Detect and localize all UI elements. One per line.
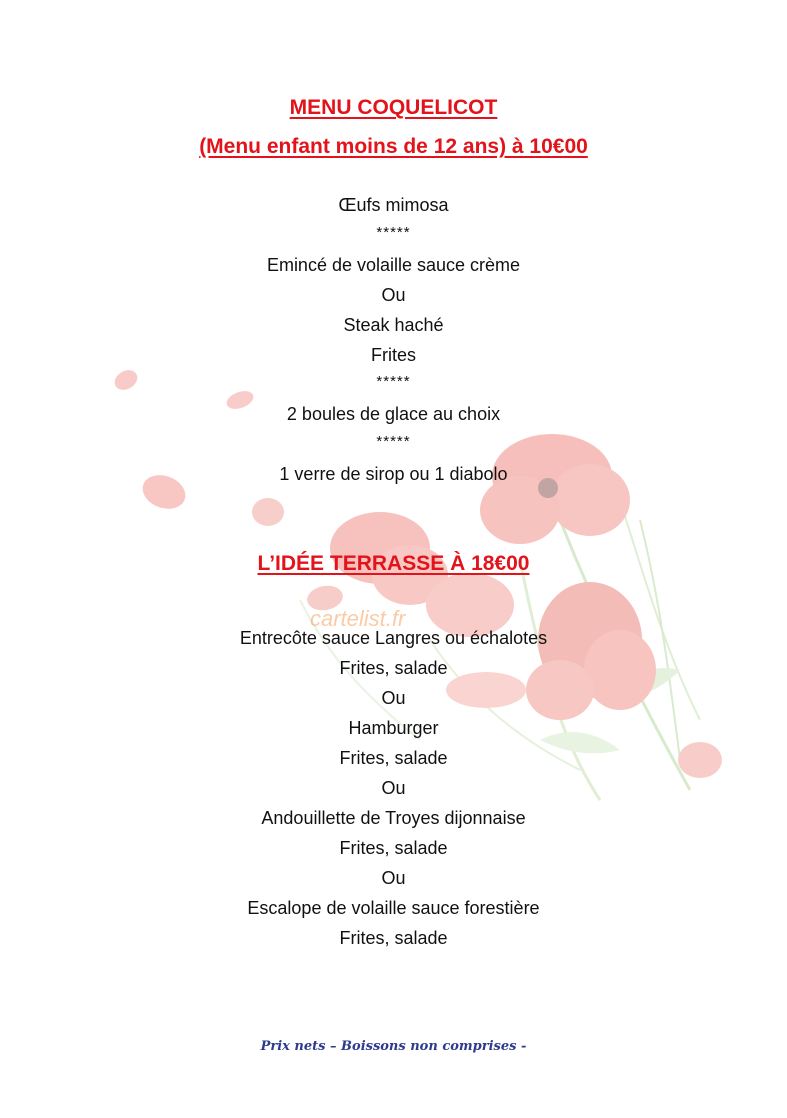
menu2-line: Hamburger xyxy=(348,718,439,738)
menu2-line: Frites, salade xyxy=(339,928,448,948)
menu1-line: Frites xyxy=(371,345,416,365)
menu1-line: Steak haché xyxy=(343,315,444,335)
menu2-line: Andouillette de Troyes dijonnaise xyxy=(261,808,526,828)
menu2-line: Frites, salade xyxy=(339,748,448,768)
menu2-title: L’IDÉE TERRASSE À 18€00 xyxy=(257,552,530,575)
menu2-line: Frites, salade xyxy=(339,838,448,858)
menu1-separator: ***** xyxy=(376,224,411,241)
menu1-line: 2 boules de glace au choix xyxy=(286,404,501,424)
menu2-line: Escalope de volaille sauce forestière xyxy=(247,898,540,918)
footer-note: Prix nets – Boissons non comprises - xyxy=(260,1039,527,1054)
watermark-text: cartelist.fr xyxy=(310,606,406,631)
menu1-line: 1 verre de sirop ou 1 diabolo xyxy=(279,464,508,484)
menu2-line: Ou xyxy=(381,688,406,708)
menu1-subtitle: (Menu enfant moins de 12 ans) à 10€00 xyxy=(199,135,588,158)
menu2-line: Ou xyxy=(381,868,406,888)
menu1-separator: ***** xyxy=(376,433,411,450)
menu1-line: Emincé de volaille sauce crème xyxy=(266,255,521,275)
menu1-line: Œufs mimosa xyxy=(338,195,449,215)
menu2-line: Ou xyxy=(381,778,406,798)
menu2-line: Entrecôte sauce Langres ou échalotes xyxy=(239,628,548,648)
menu1-title: MENU COQUELICOT xyxy=(289,96,498,119)
menu2-line: Frites, salade xyxy=(339,658,448,678)
menu1-line: Ou xyxy=(381,285,406,305)
menu1-separator: ***** xyxy=(376,373,411,390)
